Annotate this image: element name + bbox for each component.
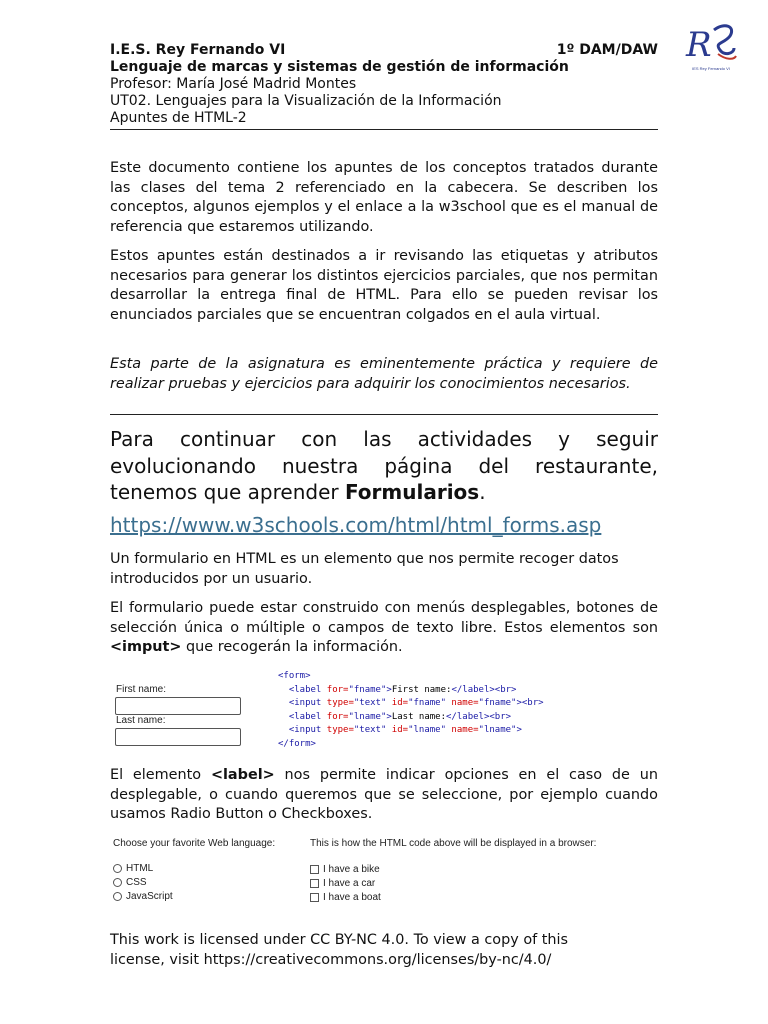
code-token: "fname" xyxy=(408,698,447,708)
notes-title: Apuntes de HTML-2 xyxy=(110,110,247,126)
code-token: "lname" xyxy=(408,725,447,735)
checkbox-group-title: This is how the HTML code above will be displayed in a browser: xyxy=(310,838,597,849)
code-token: </label><br> xyxy=(446,711,512,722)
teacher-name: Profesor: María José Madrid Montes xyxy=(110,76,357,92)
radio-html[interactable] xyxy=(113,863,153,874)
license-notice: This work is licensed under CC BY-NC 4.0. To view a copy of this license, visit https://creativecommons.org/licenses/by-nc/4.0/ xyxy=(110,932,569,968)
radio-icon[interactable] xyxy=(113,878,122,887)
svg-text:R: R xyxy=(686,25,712,65)
checkbox-bike[interactable] xyxy=(310,864,380,875)
school-name: I.E.S. Rey Fernando VI xyxy=(110,42,286,58)
intro-paragraph-2: Estos apuntes están destinados a ir revisando las etiquetas y atributos necesarios para generar los distintos ejercicios parciales, que nos permitan desarrollar la entrega final de HTML. Para ello se pueden revisar los enunciados parciales que se encuentran colgados en el aula virtual. xyxy=(110,248,658,323)
intro-divider xyxy=(110,414,658,415)
intro-paragraph-1: Este documento contiene los apuntes de los conceptos tratados durante las clases del tema 2 referenciado en la cabecera. Se describen los conceptos, algunos ejemplos y el enlace a la w3school que es el manual de referencia que estaremos utilizando. xyxy=(110,160,658,235)
checkbox-icon[interactable] xyxy=(310,865,319,874)
label-paragraph xyxy=(110,766,658,825)
school-logo xyxy=(684,16,738,76)
code-line-1: <form> xyxy=(278,671,311,681)
code-token: </label><br> xyxy=(451,684,517,695)
radio-css[interactable] xyxy=(113,877,147,888)
code-token: "fname" xyxy=(478,698,517,708)
code-token: > xyxy=(386,684,392,695)
subject-title: Lenguaje de marcas y sistemas de gestión de información xyxy=(110,59,569,75)
code-token: <input xyxy=(288,725,327,735)
form-elements-text: El formulario puede estar construido con menús desplegables, botones de selección única o múltiple o campos de texto libre. Estos elementos son xyxy=(110,600,658,636)
radio-label: HTML xyxy=(126,863,154,874)
code-token: ><br> xyxy=(516,698,544,708)
code-token: "fname" xyxy=(348,684,387,695)
radio-javascript[interactable] xyxy=(113,891,173,902)
code-token: for= xyxy=(326,711,349,722)
form-code-snippet xyxy=(278,670,544,751)
section-lead xyxy=(110,426,658,506)
section-lead-bold: Formularios xyxy=(344,480,480,504)
section-lead-text: Para continuar con las actividades y seguir evolucionando nuestra página del restaurante, tenemos que aprender xyxy=(110,427,658,504)
code-token: name= xyxy=(446,725,479,735)
logo-caption: IES Rey Fernando VI xyxy=(692,66,730,71)
checkbox-icon[interactable] xyxy=(310,879,319,888)
last-name-textbox[interactable] xyxy=(115,728,241,746)
label-paragraph-bold: <label> xyxy=(210,767,275,783)
code-token: > xyxy=(386,711,392,722)
checkbox-label: I have a car xyxy=(323,878,376,889)
form-definition: Un formulario en HTML es un elemento que nos permite recoger datos introducidos por un usuario. xyxy=(110,551,619,587)
unit-title: UT02. Lenguajes para la Visualización de la Información xyxy=(110,93,502,109)
course-label: 1º DAM/DAW xyxy=(556,42,658,58)
code-token: id= xyxy=(386,725,409,735)
radio-icon[interactable] xyxy=(113,864,122,873)
radio-group-title: Choose your favorite Web language: xyxy=(113,838,276,849)
code-token: "text" xyxy=(353,698,387,708)
first-name-label: First name: xyxy=(116,684,167,695)
radio-label: CSS xyxy=(126,877,147,888)
code-token: type= xyxy=(326,725,354,735)
header-divider xyxy=(110,129,658,130)
code-token: > xyxy=(516,725,522,735)
code-token: for= xyxy=(326,684,349,695)
code-token: <label xyxy=(288,711,327,722)
label-paragraph-text: El elemento xyxy=(110,767,211,783)
code-token: Last name: xyxy=(391,711,447,722)
checkbox-car[interactable] xyxy=(310,878,375,889)
radio-label: JavaScript xyxy=(126,891,173,902)
code-token: type= xyxy=(326,698,354,708)
checkbox-boat[interactable] xyxy=(310,892,381,903)
code-token: "lname" xyxy=(478,725,517,735)
label-paragraph-end: nos permite indicar opciones en el caso de un desplegable, o cuando queremos que se seleccione, por ejemplo cuando usamos Radio Button o Checkboxes. xyxy=(110,767,659,823)
w3schools-forms-link[interactable]: https://www.w3schools.com/html/html_forms.asp xyxy=(110,513,602,537)
intro-paragraph-3: Esta parte de la asignatura es eminentemente práctica y requiere de realizar pruebas y ejercicios para adquirir los conocimientos necesarios. xyxy=(110,356,658,392)
code-token: id= xyxy=(386,698,409,708)
form-elements-bold: <imput> xyxy=(110,639,182,656)
checkbox-label: I have a bike xyxy=(323,864,380,875)
code-token: <input xyxy=(288,698,327,708)
form-elements-end: que recogerán la información. xyxy=(181,639,403,656)
code-token: First name: xyxy=(391,684,452,695)
checkbox-label: I have a boat xyxy=(323,892,381,903)
form-elements-paragraph xyxy=(110,599,658,658)
code-token: <label xyxy=(288,684,327,695)
code-line-6: </form> xyxy=(278,738,316,749)
first-name-textbox[interactable] xyxy=(115,697,241,715)
radio-icon[interactable] xyxy=(113,892,122,901)
code-token: name= xyxy=(446,698,479,708)
section-lead-end: . xyxy=(479,480,486,504)
checkbox-icon[interactable] xyxy=(310,893,319,902)
code-token: "text" xyxy=(353,725,387,735)
last-name-label: Last name: xyxy=(116,715,166,726)
code-token: "lname" xyxy=(348,711,387,722)
